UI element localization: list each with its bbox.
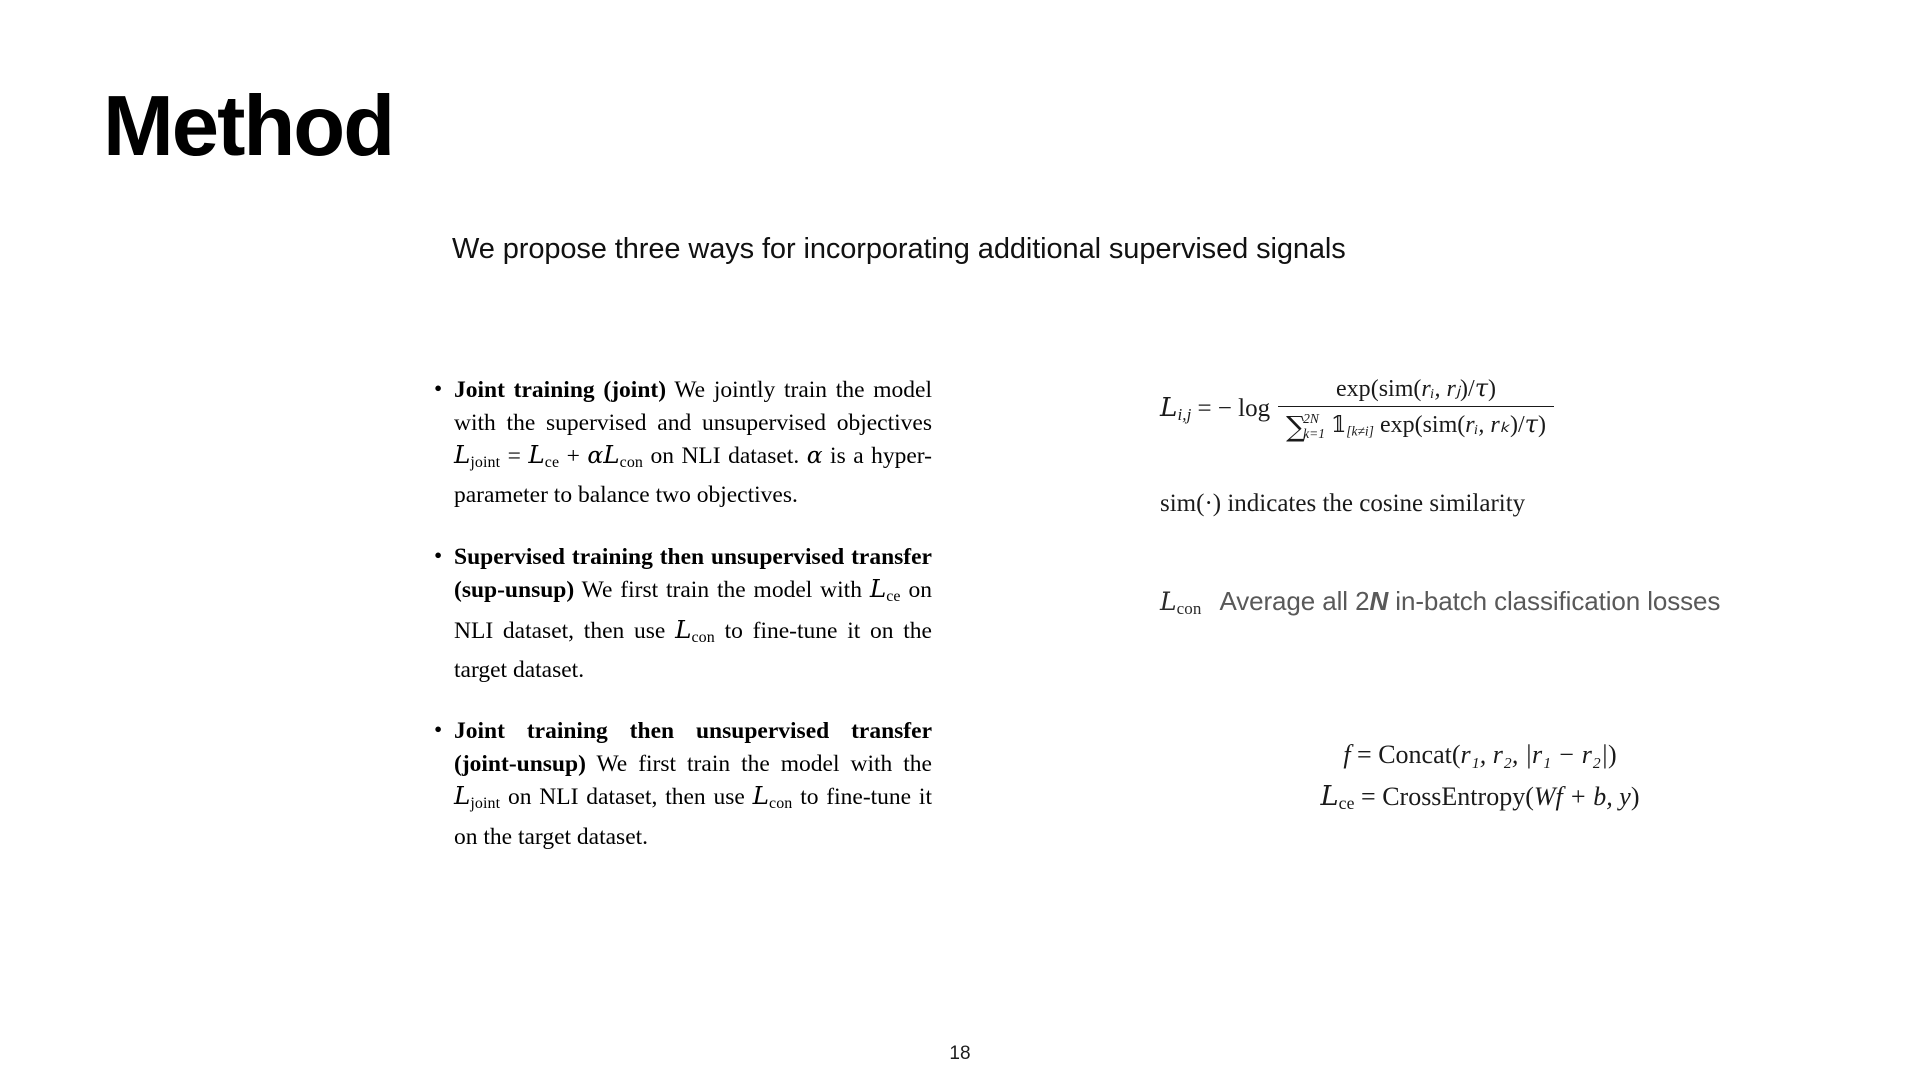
cal-L: L xyxy=(454,781,471,811)
bullet-marker: • xyxy=(434,376,443,402)
slide-subtitle: We propose three ways for incorporating additional supervised signals xyxy=(452,233,1346,265)
list-item-lead: Joint training then unsupervised transfer (joint-unsup) xyxy=(454,718,932,777)
symbol-lcon xyxy=(1160,587,1201,619)
cal-L: L xyxy=(869,574,887,604)
summation-upper-limit: 2N xyxy=(1303,411,1319,427)
bullet-list xyxy=(432,374,932,853)
note-con-text-before: Average all 2 xyxy=(1219,586,1370,616)
cal-L: L xyxy=(1160,587,1177,616)
exp-operator: exp xyxy=(1379,412,1415,439)
list-item xyxy=(432,541,932,687)
summation-limits xyxy=(1303,412,1325,441)
equals-sign: = xyxy=(507,443,521,469)
equation-feature: f = Concat(r₁, r₂, |r₁ − r₂|) xyxy=(1343,740,1617,769)
equation-contrastive-loss xyxy=(1160,374,1800,443)
paren-open: ( xyxy=(1370,376,1379,402)
subscript-ce: ce xyxy=(544,453,560,471)
fraction-numerator: exp(sim(rᵢ, rⱼ)/τ) xyxy=(1336,374,1496,402)
subscript-ce: ce xyxy=(1338,793,1355,814)
fraction xyxy=(1278,374,1554,443)
page-number: 18 xyxy=(949,1043,971,1064)
sim-operator: sim xyxy=(1422,412,1458,439)
bullet-marker: • xyxy=(434,717,443,744)
list-item-body-cont: on NLI dataset. xyxy=(643,443,807,469)
subscript-joint: joint xyxy=(470,453,501,471)
feature-lhs: f xyxy=(1343,740,1351,769)
division-slash: / xyxy=(1468,376,1475,402)
concat-operator: Concat xyxy=(1378,740,1452,769)
tau-symbol: τ xyxy=(1474,374,1488,402)
list-item-body-tail: to fine-tune it on the target dataset. xyxy=(454,617,932,683)
subscript-con: con xyxy=(769,795,793,813)
sim-operator: sim xyxy=(1378,376,1414,402)
subscript-ce: ce xyxy=(886,588,901,606)
equals-sign: = xyxy=(1357,740,1372,769)
equation-cross-entropy: $L_{ce}$ = CrossEntropy(Wf + b, y) xyxy=(1320,781,1640,814)
denominator-args: rᵢ, rₖ xyxy=(1465,412,1510,439)
numerator-args: rᵢ, rⱼ xyxy=(1421,376,1461,402)
subscript-con: con xyxy=(691,628,715,646)
cal-L: L xyxy=(528,440,545,469)
equals-sign: = xyxy=(1361,782,1376,811)
alpha-symbol: α xyxy=(587,441,604,469)
list-item xyxy=(432,715,932,853)
list-item-body: We first train the model with xyxy=(574,577,870,604)
list-item-body-tail: to fine-tune it on the target dataset. xyxy=(454,784,932,850)
subscript-joint: joint xyxy=(470,795,501,813)
list-item-body-cont: on NLI dataset, then use xyxy=(500,784,753,811)
list-item-lead: Supervised training then unsupervised transfer (sup-unsup) xyxy=(454,543,932,604)
list-item xyxy=(432,374,932,512)
list-item-body-cont: on NLI dataset, then use xyxy=(454,577,933,644)
cross-entropy-args: Wf + b, y xyxy=(1533,782,1631,811)
plus-sign: + xyxy=(566,443,580,469)
inline-symbol-lcon xyxy=(675,614,715,646)
summation-lower-limit: k=1 xyxy=(1303,426,1325,442)
cal-L: L xyxy=(752,781,770,811)
list-item-body: We jointly train the model with the supervised and unsupervised objectives xyxy=(454,377,933,436)
list-item-body-tail: is a hyper-parameter to balance two objectives. xyxy=(454,443,932,509)
cal-L: L xyxy=(603,440,620,469)
inline-symbol-lce xyxy=(869,574,901,606)
cal-L: L xyxy=(454,440,471,469)
summation-symbol: ∑ xyxy=(1286,410,1307,444)
note-con-text-bold: N xyxy=(1369,586,1389,616)
note-con-definition xyxy=(1160,586,1720,619)
inline-symbol-lcon xyxy=(752,781,793,813)
cal-L: L xyxy=(675,614,692,644)
fraction-denominator: ∑ 2N k=1 𝟙[k≠i] exp(sim(rᵢ, rₖ)/τ) xyxy=(1286,410,1546,444)
equation-relation: = − log xyxy=(1197,394,1271,422)
subscript-con: con xyxy=(619,453,643,471)
equation-lhs xyxy=(1160,393,1197,425)
equations-column xyxy=(1160,374,1800,814)
note-con-text xyxy=(1219,586,1720,617)
exp-operator: exp xyxy=(1336,376,1371,402)
tau-symbol: τ xyxy=(1524,410,1538,439)
note-sim-definition: sim(·) indicates the cosine similarity xyxy=(1160,490,1526,517)
list-item-lead: Joint training (joint) xyxy=(454,377,667,403)
crossentropy-operator: CrossEntropy xyxy=(1382,782,1526,811)
inline-symbol-ljoint xyxy=(454,781,501,813)
note-con-text-after: in-batch classification losses xyxy=(1388,586,1721,616)
list-item-body: We first train the model with the xyxy=(585,750,932,777)
cal-L: L xyxy=(1160,392,1178,423)
paren-close: ) xyxy=(1488,376,1496,402)
indicator-subscript: [k≠i] xyxy=(1346,423,1374,439)
page-title: Method xyxy=(103,79,394,174)
subscript-con: con xyxy=(1176,599,1202,619)
indicator-function-icon: 𝟙 xyxy=(1330,413,1347,439)
bullet-marker: • xyxy=(434,542,443,569)
subscript-ij: i,j xyxy=(1177,404,1192,424)
cal-L: L xyxy=(1320,781,1339,812)
feature-args: r₁, r₂, |r₁ − r₂| xyxy=(1460,740,1609,769)
inline-equation-joint xyxy=(454,440,643,471)
equation-block-cross-entropy xyxy=(1200,734,1760,824)
alpha-symbol: α xyxy=(806,441,823,469)
